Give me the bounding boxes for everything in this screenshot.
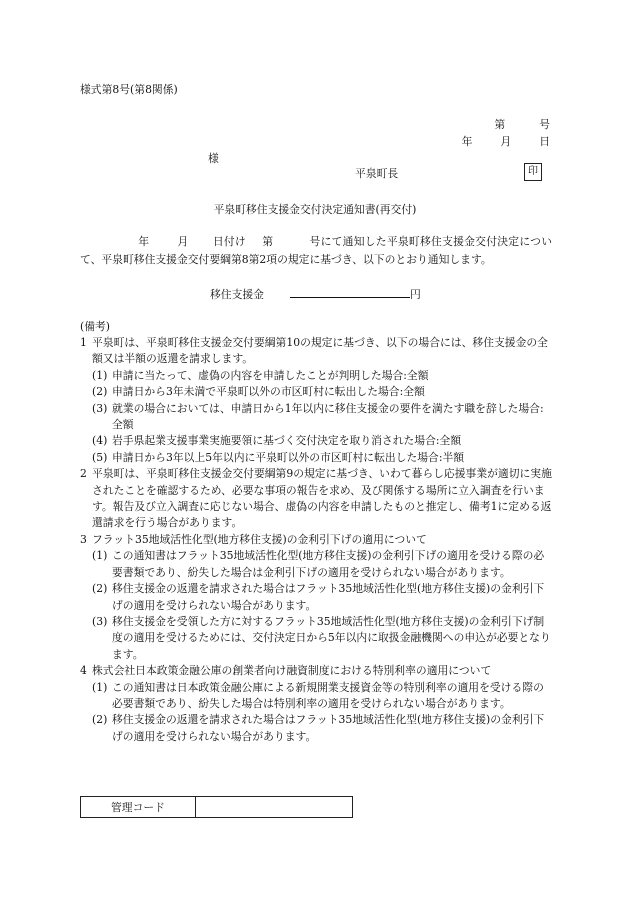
amount-unit: 円 xyxy=(409,288,421,301)
form-number: 様式第8号(第8関係) xyxy=(80,83,178,96)
amount-label: 移住支援金 xyxy=(210,288,264,301)
remark-item: 2 平泉町は、平泉町移住支援金交付要綱第9の規定に基づき、いわて暮らし応援事業が適切に実施されたことを確認するため、必要な事項の報告を求め、及び関係する場所に立入調査を行います。報告及び立入調査に応じない場合、虚偽の内容を申請したものと推定し、備考1に定める返還請求を行う場合があります。 xyxy=(80,467,552,530)
remark-subitem: (2) 移住支援金の返還を請求された場合はフラット35地域活性化型(地方移住支援)の金利引下げの適用を受けられない場合があります。 xyxy=(92,582,545,612)
remark-item: 1 平泉町は、平泉町移住支援金交付要綱第10の規定に基づき、以下の場合には、移住支援金の全額又は半額の返還を請求します。 xyxy=(80,336,548,366)
remark-subitem: (2) 申請日から3年未満で平泉町以外の市区町村に転出した場合:全額 xyxy=(92,385,425,399)
remarks-list xyxy=(80,335,552,745)
remark-subitem: (2) 移住支援金の返還を請求された場合はフラット35地域活性化型(地方移住支援)の金利引下げの適用を受けられない場合があります。 xyxy=(92,713,545,743)
amount-blank-line xyxy=(290,286,410,298)
go-label: 号 xyxy=(539,118,550,131)
remarks-heading: (備考) xyxy=(80,320,111,333)
intro-dai: 第 xyxy=(261,235,274,248)
intro-paragraph xyxy=(80,233,552,268)
intro-rest: 号にて通知した平泉町移住支援金交付決定について、平泉町移住支援金交付要綱第8第2項の規定に基づき、以下のとおり通知します。 xyxy=(80,235,553,266)
remark-subitem: (1) 申請に当たって、虚偽の内容を申請したことが判明した場合:全額 xyxy=(92,368,429,382)
intro-year: 年 xyxy=(138,235,150,248)
remark-item: 3 フラット35地域活性化型(地方移住支援)の金利引下げの適用について xyxy=(80,532,427,546)
year-label: 年 xyxy=(461,135,473,148)
intro-hizuke: 日付け xyxy=(212,235,246,248)
remark-item: 4 株式会社日本政策金融公庫の創業者向け融資制度における特別利率の適用について xyxy=(80,664,492,678)
addressee-honorific: 様 xyxy=(208,152,219,165)
management-code-table xyxy=(80,796,353,818)
seal-mark: 印 xyxy=(524,163,542,181)
intro-month: 月 xyxy=(177,235,189,248)
remark-subitem: (5) 申請日から3年以上5年以内に平泉町以外の市区町村に転出した場合:半額 xyxy=(92,450,465,464)
month-label: 月 xyxy=(500,135,512,148)
remark-subitem: (4) 岩手県起業支援事業実施要領に基づく交付決定を取り消された場合:全額 xyxy=(92,434,462,448)
management-code-label: 管理コード xyxy=(81,797,196,818)
day-label: 日 xyxy=(539,135,550,148)
document-title: 平泉町移住支援金交付決定通知書(再交付) xyxy=(213,203,417,216)
remark-subitem: (3) 就業の場合においては、申請日から1年以内に移住支援金の要件を満たす職を辞した場合:全額 xyxy=(92,401,544,432)
mayor-name: 平泉町長 xyxy=(355,167,399,180)
dai-label: 第 xyxy=(494,118,506,131)
amount-row xyxy=(210,286,421,302)
management-code-value xyxy=(196,797,353,818)
remark-subitem: (1) この通知書は日本政策金融公庫による新規開業支援資金等の特別利率の適用を受ける際の必要書類であり、紛失した場合は特別利率の適用を受けられない場合があります。 xyxy=(92,680,544,710)
remark-subitem: (3) 移住支援金を受領した方に対するフラット35地域活性化型(地方移住支援)の金利引下げ制度の適用を受けるためには、交付決定日から5年以内に取扱金融機関への申込が必要となります。 xyxy=(92,614,551,661)
issue-date-line xyxy=(462,134,550,149)
document-number-line xyxy=(494,117,550,132)
remark-subitem: (1) この通知書はフラット35地域活性化型(地方移住支援)の金利引下げの適用を受ける際の必要書類であり、紛失した場合は金利引下げの適用を受けられない場合があります。 xyxy=(92,549,545,579)
